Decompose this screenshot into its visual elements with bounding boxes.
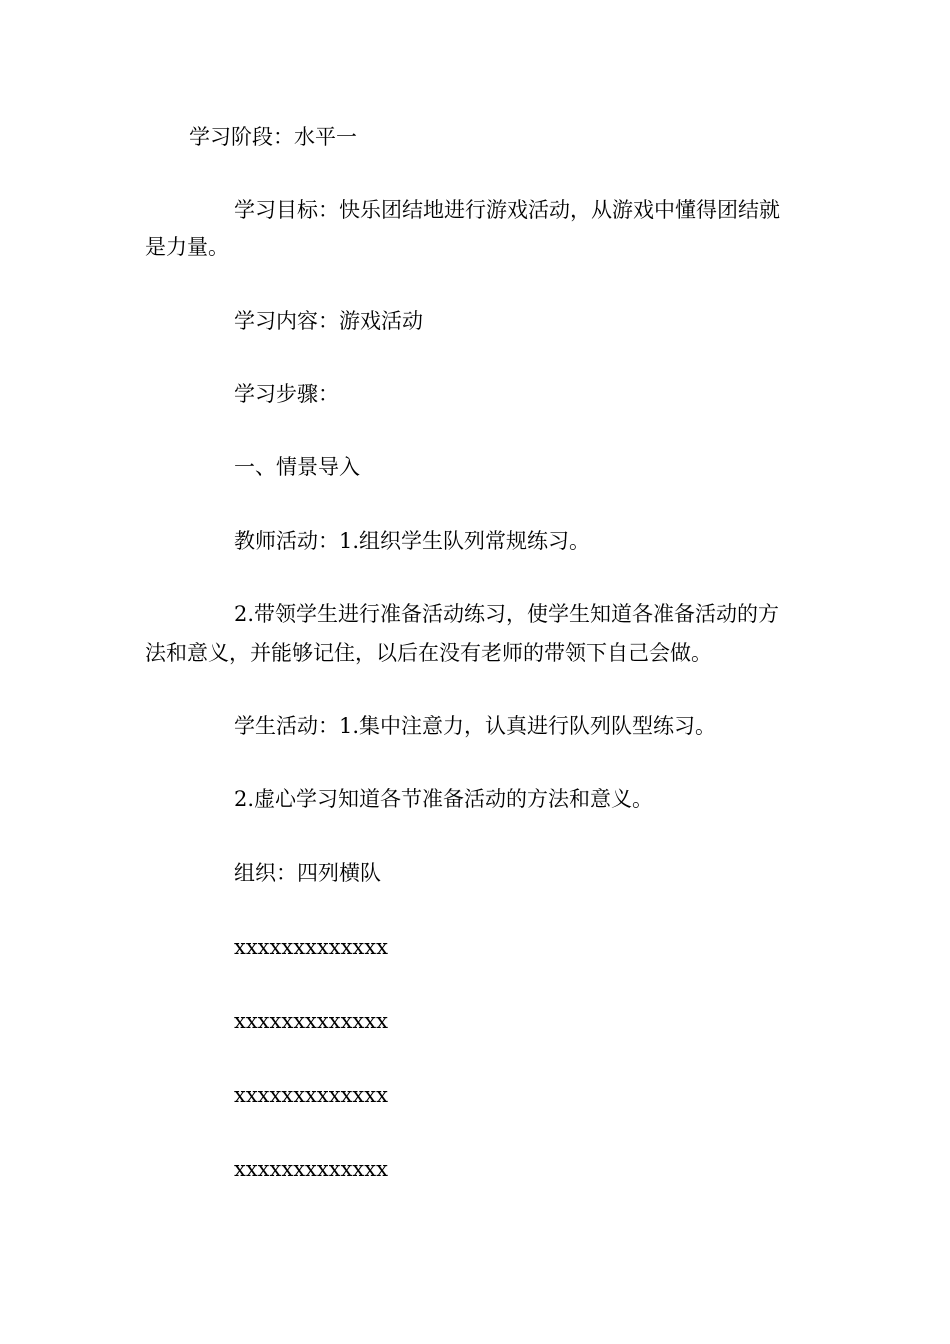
formation-row: xxxxxxxxxxxxx xyxy=(234,1157,388,1181)
student-activity-item-2: 2.虚心学习知道各节准备活动的方法和意义。 xyxy=(234,787,654,811)
learning-steps-heading: 学习步骤： xyxy=(234,382,339,406)
formation-row: xxxxxxxxxxxxx xyxy=(234,935,388,959)
learning-goal-line: 学习目标：快乐团结地进行游戏活动，从游戏中懂得团结就 xyxy=(234,198,780,222)
student-activity-line: 学生活动：1.集中注意力，认真进行队列队型练习。 xyxy=(234,714,717,738)
section-heading-intro: 一、情景导入 xyxy=(234,455,360,479)
learning-goal-line-continued: 是力量。 xyxy=(145,235,229,259)
teacher-activity-item-2-continued: 法和意义，并能够记住，以后在没有老师的带领下自己会做。 xyxy=(145,641,712,665)
formation-row: xxxxxxxxxxxxx xyxy=(234,1083,388,1107)
organization-line: 组织：四列横队 xyxy=(234,861,381,885)
teacher-activity-item-2: 2.带领学生进行准备活动练习，使学生知道各准备活动的方 xyxy=(234,602,780,626)
formation-row: xxxxxxxxxxxxx xyxy=(234,1009,388,1033)
teacher-activity-line: 教师活动：1.组织学生队列常规练习。 xyxy=(234,529,591,553)
learning-stage-line: 学习阶段：水平一 xyxy=(189,125,357,149)
learning-content-line: 学习内容：游戏活动 xyxy=(234,309,423,333)
